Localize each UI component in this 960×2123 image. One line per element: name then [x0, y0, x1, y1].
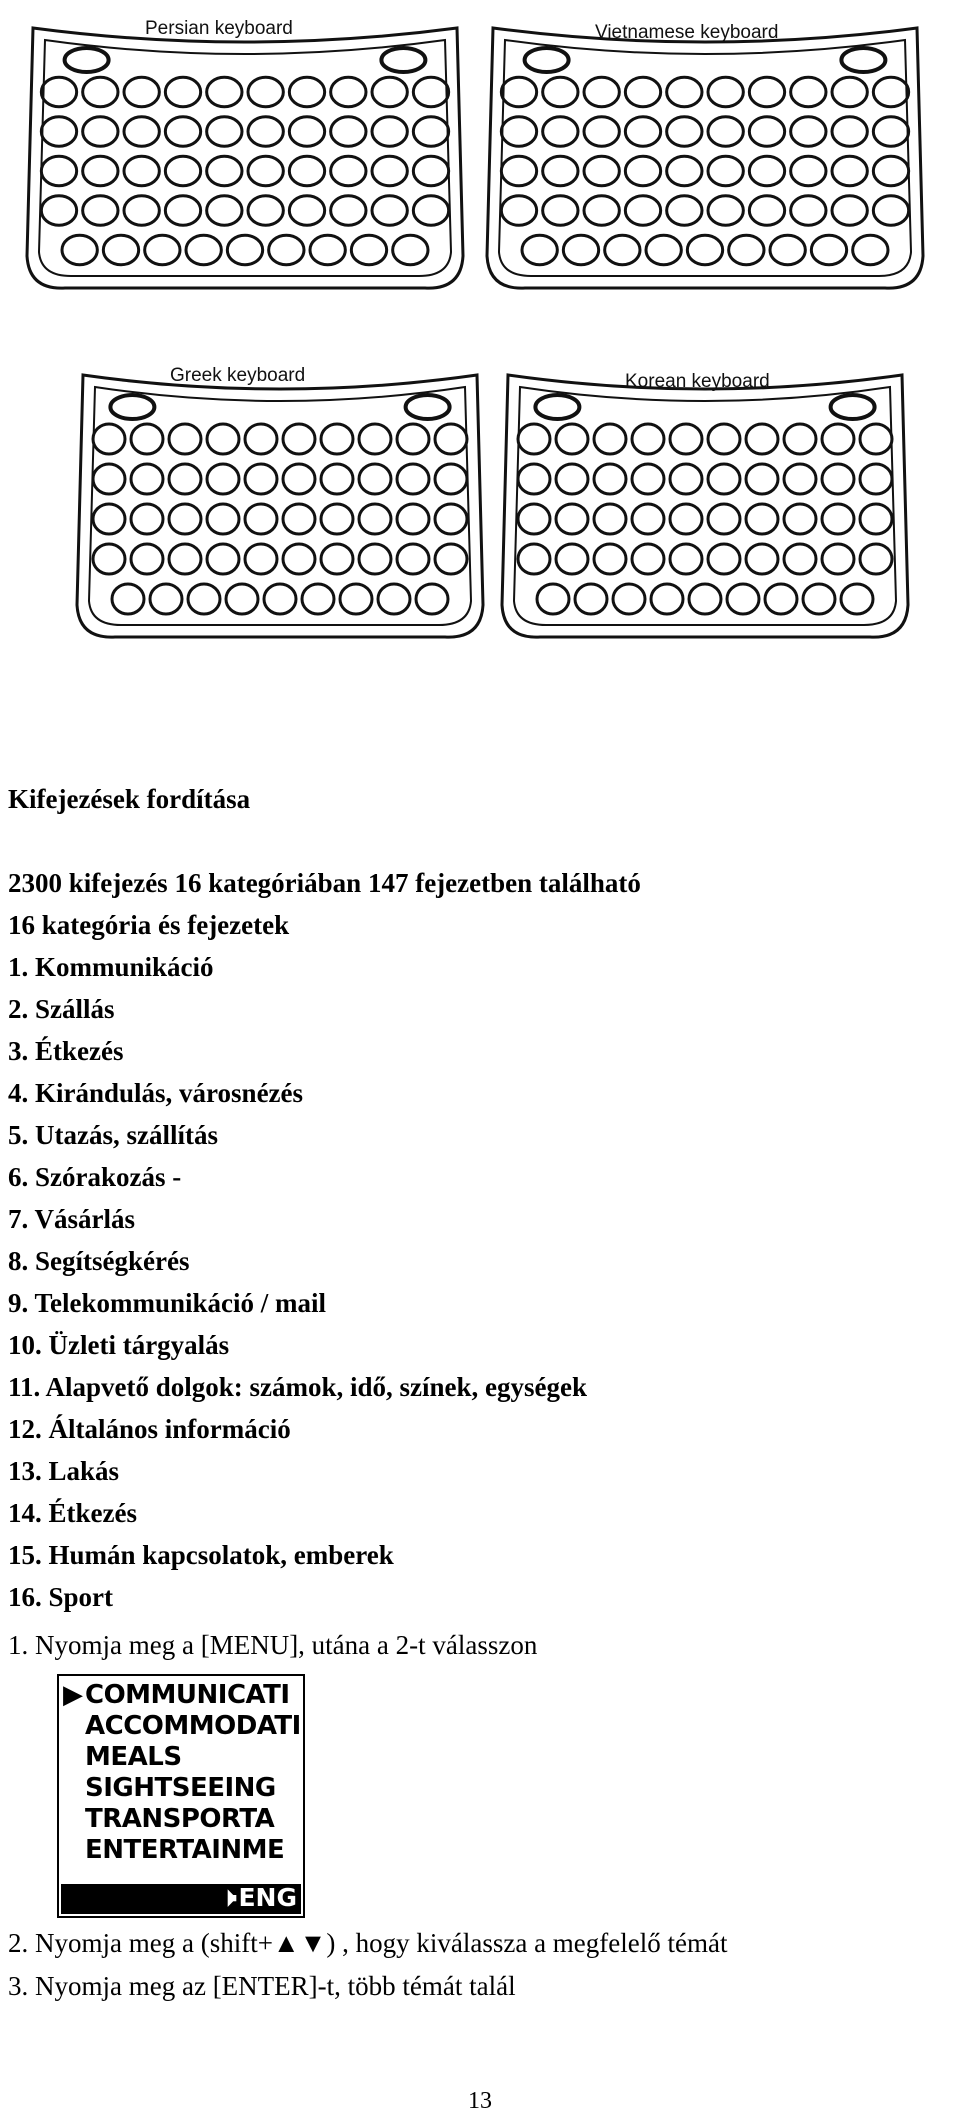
- keyboard-key: [749, 196, 784, 226]
- menu-item-label: TRANSPORTA: [85, 1804, 275, 1834]
- keyboard-key: [584, 156, 619, 186]
- keyboard-key: [727, 584, 759, 614]
- keyboard-key: [584, 196, 619, 226]
- keyboard-key: [784, 544, 816, 574]
- greek-keyboard-drawing: [75, 355, 485, 645]
- keyboard-key: [632, 424, 664, 454]
- keyboard-key: [746, 424, 778, 454]
- keyboard-key: [822, 464, 854, 494]
- keyboard-key: [708, 504, 740, 534]
- keyboard-key: [124, 77, 159, 107]
- keyboard-key: [632, 544, 664, 574]
- keyboard-key: [264, 584, 296, 614]
- keyboard-key: [207, 424, 239, 454]
- keyboard-key: [518, 424, 550, 454]
- menu-item[interactable]: [63, 1711, 303, 1741]
- keyboard-key: [632, 464, 664, 494]
- keyboard-key: [791, 156, 826, 186]
- keyboard-key: [378, 584, 410, 614]
- keyboard-key: [248, 77, 283, 107]
- keyboard-key: [832, 77, 867, 107]
- keyboard-key: [131, 424, 163, 454]
- speaker-icon: 🕨: [220, 1883, 237, 1912]
- keyboard-key: [359, 424, 391, 454]
- keyboard-key: [413, 77, 448, 107]
- keyboard-key: [646, 235, 681, 265]
- keyboard-key: [584, 117, 619, 147]
- keyboard-key: [359, 544, 391, 574]
- keyboard-key: [188, 584, 220, 614]
- menu-item[interactable]: [63, 1804, 303, 1834]
- keyboard-key: [543, 77, 578, 107]
- keyboard-key: [749, 156, 784, 186]
- keyboard-key: [124, 196, 159, 226]
- keyboard-key: [625, 117, 660, 147]
- keyboard-key: [41, 117, 76, 147]
- keyboard-key: [41, 77, 76, 107]
- keyboard-key: [575, 584, 607, 614]
- intro-line: 16 kategória és fejezetek: [8, 910, 290, 940]
- keyboard-key: [310, 235, 345, 265]
- category-item: 6. Szórakozás -: [8, 1162, 182, 1192]
- keyboard-key: [708, 424, 740, 454]
- menu-item[interactable]: [63, 1773, 303, 1803]
- keyboard-key: [791, 117, 826, 147]
- vietnamese-keyboard-label: Vietnamese keyboard: [595, 22, 779, 43]
- keyboard-key: [749, 77, 784, 107]
- keyboard-key: [150, 584, 182, 614]
- keyboard-key: [340, 584, 372, 614]
- keyboard-key: [145, 235, 180, 265]
- keyboard-key: [822, 544, 854, 574]
- keyboard-key: [556, 424, 588, 454]
- persian-keyboard-drawing: [25, 8, 465, 296]
- keyboard-key: [746, 544, 778, 574]
- keyboard-key: [841, 584, 873, 614]
- keyboard-key: [594, 504, 626, 534]
- keyboard-key: [556, 544, 588, 574]
- keyboard-key: [667, 196, 702, 226]
- keyboard-key: [283, 544, 315, 574]
- keyboard-key: [289, 156, 324, 186]
- keyboard-key: [62, 235, 97, 265]
- keyboard-key: [165, 77, 200, 107]
- keyboard-key: [397, 504, 429, 534]
- keyboard-key: [613, 584, 645, 614]
- keyboard-key: [131, 544, 163, 574]
- selection-pointer-icon: ▶: [63, 1680, 83, 1710]
- keyboard-key: [248, 196, 283, 226]
- keyboard-key: [169, 504, 201, 534]
- keyboard-key: [670, 504, 702, 534]
- keyboard-key: [435, 544, 467, 574]
- keyboard-key: [518, 544, 550, 574]
- menu-item-label: ACCOMMODATI: [85, 1711, 301, 1741]
- keyboard-key: [708, 77, 743, 107]
- keyboard-key: [670, 464, 702, 494]
- category-item: 13. Lakás: [8, 1456, 120, 1486]
- keyboard-key: [708, 117, 743, 147]
- keyboard-key: [435, 424, 467, 454]
- keyboard-key: [245, 464, 277, 494]
- keyboard-key: [822, 424, 854, 454]
- keyboard-key: [289, 196, 324, 226]
- keyboard-key: [729, 235, 764, 265]
- keyboard-key: [791, 77, 826, 107]
- keyboard-key: [359, 504, 391, 534]
- category-item: 4. Kirándulás, városnézés: [8, 1078, 304, 1108]
- keyboard-key: [632, 504, 664, 534]
- keyboard-key: [746, 504, 778, 534]
- keyboard-key: [83, 117, 118, 147]
- keyboard-key: [708, 544, 740, 574]
- keyboard-key: [227, 235, 262, 265]
- keyboard-key: [556, 464, 588, 494]
- keyboard-key: [625, 156, 660, 186]
- menu-item-label: MEALS: [85, 1742, 182, 1772]
- keyboard-key: [165, 156, 200, 186]
- keyboard-key: [131, 464, 163, 494]
- function-key: [406, 395, 450, 419]
- keyboard-key: [667, 117, 702, 147]
- keyboard-key: [873, 77, 908, 107]
- keyboard-key: [245, 504, 277, 534]
- menu-item[interactable]: [63, 1835, 303, 1865]
- keyboard-key: [770, 235, 805, 265]
- keyboard-key: [112, 584, 144, 614]
- keyboard-key: [518, 504, 550, 534]
- keyboard-key: [594, 464, 626, 494]
- keyboard-key: [501, 77, 536, 107]
- keyboard-key: [245, 424, 277, 454]
- keyboard-inner-outline: [39, 40, 451, 276]
- keyboard-key: [435, 504, 467, 534]
- keyboard-key: [413, 117, 448, 147]
- keyboard-key: [248, 117, 283, 147]
- keyboard-key: [351, 235, 386, 265]
- category-item: 14. Étkezés: [8, 1498, 137, 1528]
- keyboard-key: [103, 235, 138, 265]
- keyboard-key: [93, 424, 125, 454]
- vietnamese-keyboard-figure: [485, 8, 925, 296]
- keyboard-key: [746, 464, 778, 494]
- function-key: [110, 395, 154, 419]
- category-item: 12. Általános információ: [8, 1414, 291, 1444]
- function-key: [535, 395, 579, 419]
- keyboard-key: [283, 464, 315, 494]
- keyboard-key: [765, 584, 797, 614]
- keyboard-key: [784, 504, 816, 534]
- status-bar: [61, 1884, 301, 1914]
- keyboard-key: [811, 235, 846, 265]
- keyboard-key: [248, 156, 283, 186]
- keyboard-key: [93, 544, 125, 574]
- keyboard-key: [83, 77, 118, 107]
- keyboard-key: [331, 196, 366, 226]
- keyboard-key: [543, 196, 578, 226]
- keyboard-key: [822, 504, 854, 534]
- keyboard-key: [207, 504, 239, 534]
- keyboard-key: [331, 117, 366, 147]
- keyboard-key: [302, 584, 334, 614]
- keyboard-key: [853, 235, 888, 265]
- intro-block: [8, 862, 641, 1612]
- keyboard-key: [832, 117, 867, 147]
- keyboard-key: [522, 235, 557, 265]
- keyboard-key: [165, 117, 200, 147]
- keyboard-key: [556, 504, 588, 534]
- keyboard-key: [207, 77, 242, 107]
- keyboard-key: [83, 156, 118, 186]
- keyboard-key: [93, 464, 125, 494]
- keyboard-key: [860, 504, 892, 534]
- menu-item[interactable]: [63, 1742, 303, 1772]
- category-item: 15. Humán kapcsolatok, emberek: [8, 1540, 394, 1570]
- keyboard-key: [393, 235, 428, 265]
- keyboard-key: [873, 117, 908, 147]
- keyboard-key: [791, 196, 826, 226]
- keyboard-key: [207, 464, 239, 494]
- keyboard-key: [321, 544, 353, 574]
- keyboard-key: [331, 156, 366, 186]
- keyboard-key: [873, 156, 908, 186]
- keyboard-key: [594, 424, 626, 454]
- menu-item-label: COMMUNICATI: [85, 1680, 290, 1710]
- greek-keyboard-figure: [75, 355, 485, 645]
- keyboard-key: [165, 196, 200, 226]
- category-list: [8, 946, 641, 1612]
- korean-keyboard-label: Korean keyboard: [625, 371, 770, 392]
- keyboard-key: [359, 464, 391, 494]
- function-key: [831, 395, 875, 419]
- category-item: 9. Telekommunikáció / mail: [8, 1288, 327, 1318]
- keyboard-key: [93, 504, 125, 534]
- category-item: 10. Üzleti tárgyalás: [8, 1330, 230, 1360]
- keyboard-key: [860, 544, 892, 574]
- menu-item-label: ENTERTAINME: [85, 1835, 285, 1865]
- keyboard-key: [784, 464, 816, 494]
- keyboard-key: [131, 504, 163, 534]
- language-indicator: [221, 1884, 297, 1912]
- function-key: [525, 48, 569, 72]
- function-key: [65, 48, 109, 72]
- keyboard-inner-outline: [499, 40, 911, 276]
- step-3: 3. Nyomja meg az [ENTER]-t, több témát talál: [8, 1971, 516, 2001]
- page-number: 13: [468, 2088, 492, 2114]
- korean-keyboard-drawing: [500, 355, 910, 645]
- keyboard-key: [543, 156, 578, 186]
- keyboard-key: [83, 196, 118, 226]
- keyboard-key: [331, 77, 366, 107]
- keyboard-key: [207, 156, 242, 186]
- keyboard-key: [873, 196, 908, 226]
- keyboard-key: [321, 464, 353, 494]
- keyboard-key: [537, 584, 569, 614]
- category-item: 2. Szállás: [8, 994, 115, 1024]
- keyboard-key: [518, 464, 550, 494]
- persian-keyboard-label: Persian keyboard: [145, 18, 293, 39]
- keyboard-key: [687, 235, 722, 265]
- keyboard-key: [784, 424, 816, 454]
- keyboard-key: [169, 424, 201, 454]
- keyboard-key: [860, 464, 892, 494]
- keyboard-key: [708, 464, 740, 494]
- keyboard-key: [372, 196, 407, 226]
- device-menu-screen: [57, 1674, 305, 1918]
- keyboard-key: [283, 504, 315, 534]
- menu-item[interactable]: [63, 1680, 303, 1710]
- keyboard-key: [832, 156, 867, 186]
- keyboard-key: [372, 156, 407, 186]
- keyboard-key: [416, 584, 448, 614]
- menu-item-label: SIGHTSEEING: [85, 1773, 276, 1803]
- keyboard-key: [708, 156, 743, 186]
- keyboard-key: [169, 464, 201, 494]
- keyboard-key: [283, 424, 315, 454]
- keyboard-key: [397, 544, 429, 574]
- keyboard-key: [124, 117, 159, 147]
- keyboard-key: [372, 117, 407, 147]
- persian-keyboard-figure: [25, 8, 465, 296]
- keyboard-key: [169, 544, 201, 574]
- function-key: [841, 48, 885, 72]
- keyboard-key: [501, 117, 536, 147]
- keyboard-key: [289, 77, 324, 107]
- category-item: 5. Utazás, szállítás: [8, 1120, 218, 1150]
- keyboard-key: [207, 544, 239, 574]
- section-heading: Kifejezések fordítása: [8, 784, 251, 814]
- keyboard-key: [667, 156, 702, 186]
- keyboard-key: [860, 424, 892, 454]
- keyboard-key: [670, 424, 702, 454]
- keyboard-key: [563, 235, 598, 265]
- keyboard-key: [708, 196, 743, 226]
- step-1: 1. Nyomja meg a [MENU], utána a 2-t válasszon: [8, 1630, 538, 1660]
- category-item: 7. Vásárlás: [8, 1204, 136, 1234]
- intro-line: 2300 kifejezés 16 kategóriában 147 fejezetben található: [8, 868, 641, 898]
- keyboard-key: [413, 156, 448, 186]
- keyboard-key: [749, 117, 784, 147]
- keyboard-key: [803, 584, 835, 614]
- keyboard-key: [124, 156, 159, 186]
- keyboard-key: [501, 156, 536, 186]
- keyboard-key: [41, 156, 76, 186]
- keyboard-key: [226, 584, 258, 614]
- keyboard-key: [832, 196, 867, 226]
- keyboard-key: [207, 117, 242, 147]
- keyboard-key: [245, 544, 277, 574]
- keyboard-key: [207, 196, 242, 226]
- keyboard-key: [269, 235, 304, 265]
- keyboard-key: [321, 424, 353, 454]
- keyboard-key: [413, 196, 448, 226]
- keyboard-key: [501, 196, 536, 226]
- keyboard-key: [397, 464, 429, 494]
- keyboard-key: [651, 584, 683, 614]
- keyboard-key: [321, 504, 353, 534]
- keyboard-key: [594, 544, 626, 574]
- keyboard-key: [667, 77, 702, 107]
- keyboard-key: [289, 117, 324, 147]
- category-item: 3. Étkezés: [8, 1036, 124, 1066]
- keyboard-key: [584, 77, 619, 107]
- keyboard-key: [605, 235, 640, 265]
- keyboard-key: [670, 544, 702, 574]
- keyboard-key: [625, 77, 660, 107]
- vietnamese-keyboard-drawing: [485, 8, 925, 296]
- category-item: 11. Alapvető dolgok: számok, idő, színek, egységek: [8, 1372, 588, 1402]
- keyboard-key: [543, 117, 578, 147]
- keyboard-key: [372, 77, 407, 107]
- language-code: ENG: [238, 1883, 297, 1912]
- greek-keyboard-label: Greek keyboard: [170, 365, 306, 386]
- keyboard-key: [625, 196, 660, 226]
- korean-keyboard-figure: [500, 355, 910, 645]
- category-item: 16. Sport: [8, 1582, 114, 1612]
- keyboard-key: [186, 235, 221, 265]
- step-2: 2. Nyomja meg a (shift+▲▼) , hogy kiválassza a megfelelő témát: [8, 1928, 728, 1958]
- keyboard-key: [397, 424, 429, 454]
- keyboard-key: [435, 464, 467, 494]
- category-item: 8. Segítségkérés: [8, 1246, 190, 1276]
- function-key: [381, 48, 425, 72]
- keyboard-key: [41, 196, 76, 226]
- category-item: 1. Kommunikáció: [8, 952, 214, 982]
- keyboard-key: [689, 584, 721, 614]
